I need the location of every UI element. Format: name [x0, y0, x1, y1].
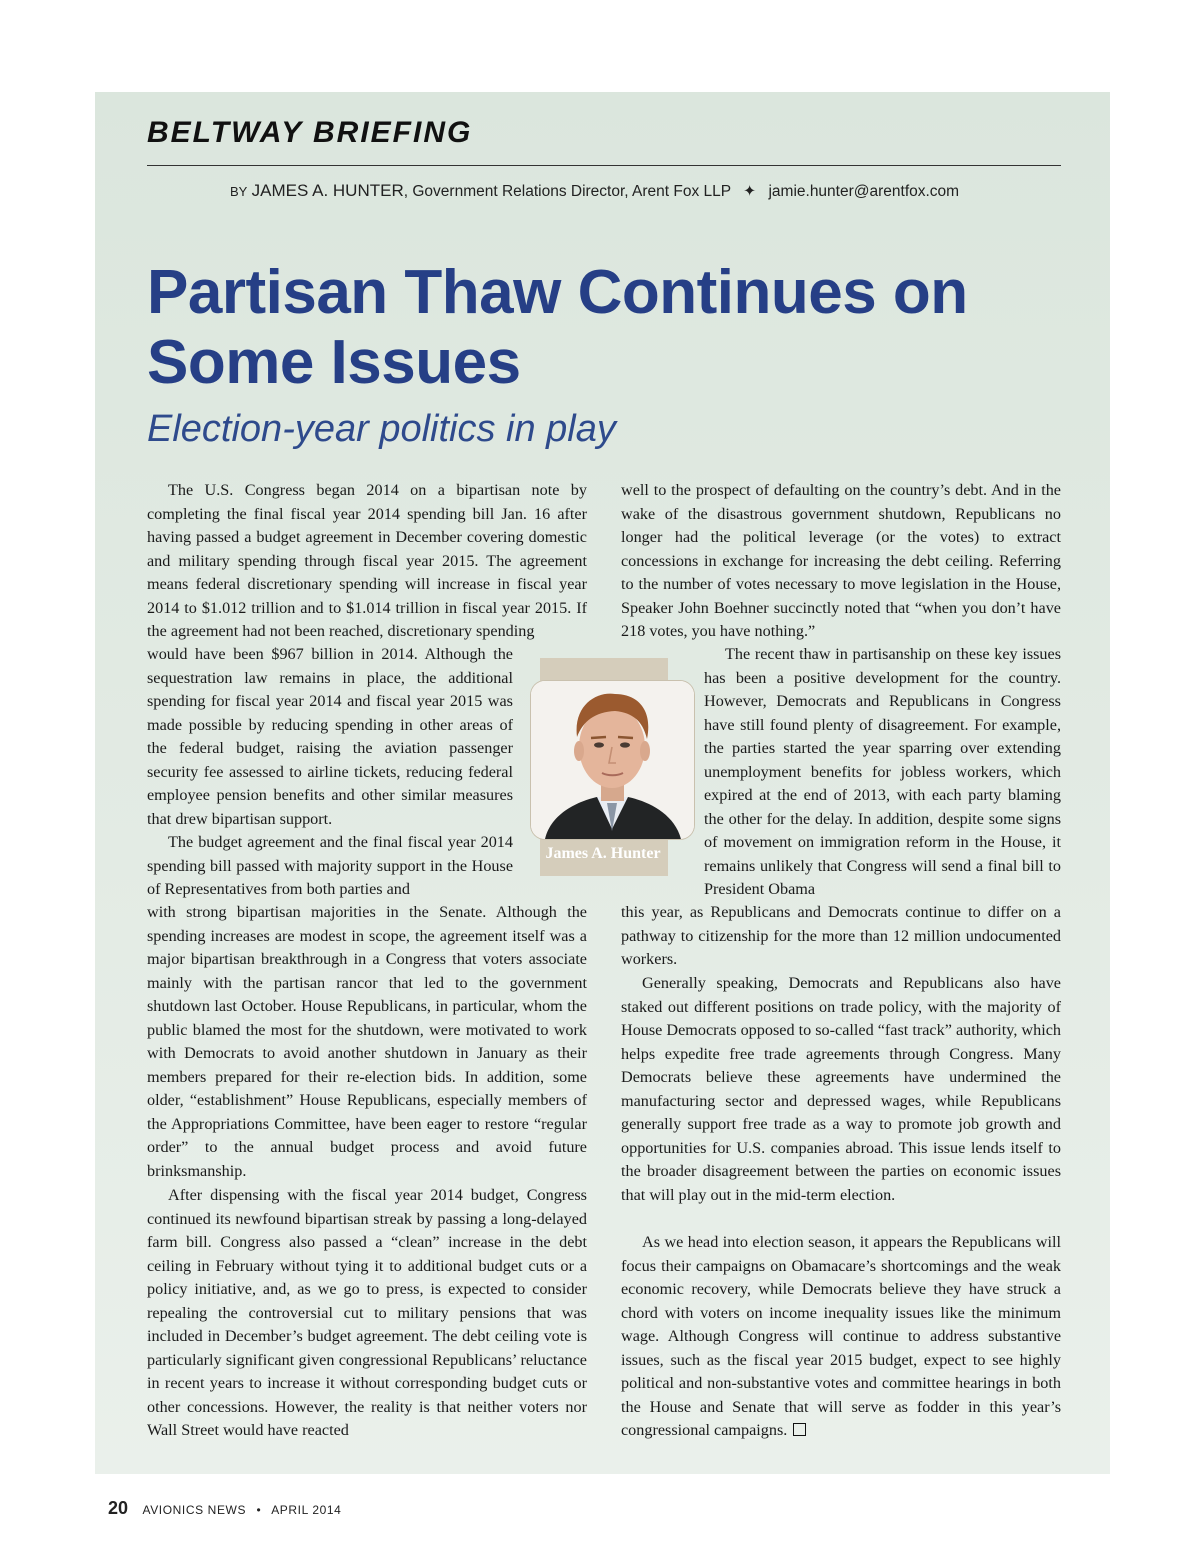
col1-paragraph-1-top: The U.S. Congress began 2014 on a bipartisan note by completing the final fiscal year 2014 spending bill Jan. 16 after having passed a budget agreement in December covering domestic and military spending through fiscal year 2015. The agreement means federal discretionary spending will increase in fiscal year 2014 to $1.012 trillion and to $1.014 trillion in fiscal year 2015. If the agreement had not been reached, discretionary spending	[147, 481, 587, 640]
author-portrait-icon	[531, 681, 694, 839]
issue-date: APRIL 2014	[271, 1503, 342, 1517]
end-of-article-icon	[793, 1423, 806, 1436]
byline-author: JAMES A. HUNTER	[251, 181, 404, 200]
page-footer	[108, 1498, 341, 1519]
col1-paragraph-2-wrap: The budget agreement and the final fiscal year 2014 spending bill passed with majority support in the House of Representatives from both parties and	[147, 833, 513, 898]
col1-paragraph-2-rest: with strong bipartisan majorities in the Senate. Although the spending increases are modest in scope, the agreement itself was a major bipartisan breakthrough in a Congress that voters associate mainly with the partisan rancor that led to the government shutdown last October. House Republicans, in particular, whom the public blamed the most for the shutdown, were motivated to work with Democrats to avoid another shutdown in January as their members prepared for their re-election bids. In addition, some older, “establishment” House Republicans, especially members of the Appropriations Committee, have been eager to restore “regular order” to the annual budget process and avoid future brinksmanship.	[147, 903, 587, 1180]
page-number: 20	[108, 1498, 129, 1518]
photo-caption: James A. Hunter	[545, 845, 661, 862]
footer-bullet: •	[256, 1503, 261, 1517]
col2-paragraph-4-text: As we head into election season, it appears the Republicans will focus their campaigns on Obamacare’s shortcomings and the weak economic recovery, while Democrats believe they have struck a chord with voters on income inequality issues like the minimum wage. Although Congress will continue to address substantive issues, such as the fiscal year 2015 budget, expect to see highly political and non-substantive votes and committee hearings in both the House and Senate that will serve as fodder in this year’s congressional campaigns.	[621, 1233, 1061, 1439]
col2-paragraph-1: well to the prospect of defaulting on the country’s debt. And in the wake of the disastrous government shutdown, Republicans no longer had the political leverage (or the votes) to extract concessions in exchange for increasing the debt ceiling. Referring to the number of votes necessary to move legislation in the House, Speaker John Boehner succinctly noted that “when you don’t have 218 votes, you have nothing.”	[621, 481, 1061, 640]
col1-paragraph-1-wrap: would have been $967 billion in 2014. Although the sequestration law remains in place, the additional spending for fiscal year 2014 and fiscal year 2015 was made possible by reducing spending in other areas of the federal budget, raising the aviation passenger security fee assessed to airline tickets, reducing federal employee pension benefits and other similar measures that drew bipartisan support.	[147, 645, 513, 828]
byline-by: BY	[230, 184, 248, 199]
publication-name: AVIONICS NEWS	[142, 1503, 247, 1517]
author-photo	[531, 681, 694, 839]
col2-paragraph-3: Generally speaking, Democrats and Republicans also have staked out different positions on trade policy, with the majority of House Democrats opposed to so-called “fast track” authority, which helps expedite free trade agreements through Congress. Many Democrats believe these agreements have undermined the manufacturing sector and depressed wages, while Republicans generally support free trade as a way to promote job growth and opportunities for U.S. companies abroad. This issue lends itself to the broader disagreement between the parties on economic issues that will play out in the mid-term election.	[621, 974, 1061, 1204]
byline-email-link[interactable]: jamie.hunter@arentfox.com	[768, 183, 960, 200]
article-subtitle: Election-year politics in play	[147, 408, 616, 450]
col1-paragraph-3: After dispensing with the fiscal year 2014 budget, Congress continued its newfound bipartisan streak by passing a long-delayed farm bill. Congress also passed a “clean” increase in the debt ceiling in February without tying it to additional budget cuts or a policy initiative, and, as we go to press, is expected to consider repealing the controversial cut to military pensions that was included in December’s budget agreement. The debt ceiling vote is particularly significant given congressional Republicans’ reluctance in recent years to increase it without corresponding budget cuts or other concessions. However, the reality is that neither voters nor Wall Street would have reacted	[147, 1186, 587, 1439]
byline-role: , Government Relations Director, Arent Fox LLP	[403, 183, 731, 200]
col2-paragraph-2-wrap: The recent thaw in partisanship on these key issues has been a positive development for the country. However, Democrats and Republicans in Congress have still found plenty of disagreement. For example, the parties started the year sparring over extending unemployment benefits for jobless workers, which expired at the end of 2013, with each party blaming the other for the delay. In addition, despite some signs of movement on immigration reform in the House, it remains unlikely that Congress will send a final bill to President Obama	[704, 645, 1061, 898]
col2-paragraph-4	[621, 1231, 1061, 1443]
column-label: BELTWAY BRIEFING	[147, 116, 473, 149]
header-rule	[147, 165, 1061, 166]
col2-paragraph-2-rest: this year, as Republicans and Democrats continue to differ on a pathway to citizenship for the more than 12 million undocumented workers.	[621, 903, 1061, 968]
byline	[230, 181, 959, 201]
star-separator-icon: ✦	[743, 183, 757, 200]
article-title: Partisan Thaw Continues on Some Issues	[147, 258, 968, 397]
